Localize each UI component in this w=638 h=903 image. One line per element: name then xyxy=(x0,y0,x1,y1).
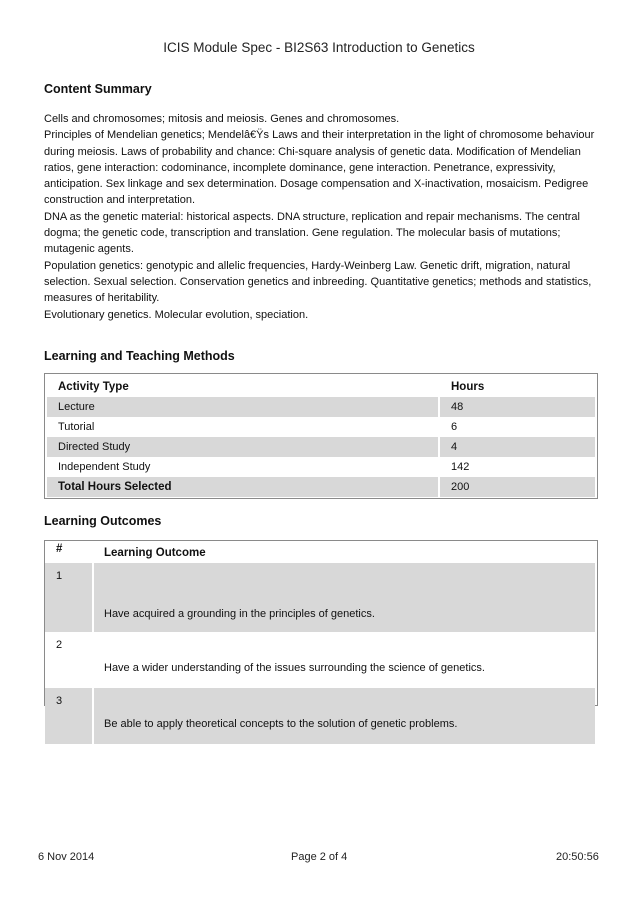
learning-outcomes-table xyxy=(44,540,598,730)
table-row xyxy=(47,437,595,457)
teaching-hours-table xyxy=(44,373,598,499)
learning-outcomes-heading: Learning Outcomes xyxy=(44,514,162,528)
column-header-outcome: Learning Outcome xyxy=(104,547,206,559)
outcome-number: 1 xyxy=(45,563,93,632)
footer-date: 6 Nov 2014 xyxy=(38,851,95,863)
total-row xyxy=(47,477,595,497)
column-header-hours: Hours xyxy=(451,381,485,393)
table-row xyxy=(45,563,595,632)
summary-paragraph: Population genetics: genotypic and allelic frequencies, Hardy-Weinberg Law. Genetic drift, migration, natural selection. Sexual selection. Conservation genetics and inbreeding. Quantitative genetics; methods and statistics, measures of heritability. xyxy=(44,259,592,305)
content-summary xyxy=(44,111,604,323)
table-row xyxy=(45,632,595,688)
footer-time: 20:50:56 xyxy=(556,851,599,863)
table-header-row xyxy=(47,377,595,397)
table-row xyxy=(47,457,595,477)
hours-cell: 48 xyxy=(439,397,595,417)
activity-cell: Lecture xyxy=(47,397,439,417)
hours-cell: 6 xyxy=(451,421,458,433)
table-row xyxy=(47,417,595,437)
column-header-activity: Activity Type xyxy=(47,377,439,397)
outcome-number: 2 xyxy=(45,632,93,688)
table-row xyxy=(47,397,595,417)
total-label: Total Hours Selected xyxy=(47,477,439,497)
content-summary-heading: Content Summary xyxy=(44,82,152,96)
outcome-text: Have a wider understanding of the issues surrounding the science of genetics. xyxy=(104,662,485,674)
teaching-methods-heading: Learning and Teaching Methods xyxy=(44,349,235,363)
table-row xyxy=(45,688,595,744)
hours-cell: 142 xyxy=(451,461,470,473)
outcome-number: 3 xyxy=(45,688,93,744)
footer-page-number: Page 2 of 4 xyxy=(291,851,348,863)
activity-cell: Tutorial xyxy=(47,417,439,437)
activity-cell: Directed Study xyxy=(47,437,439,457)
summary-paragraph: Evolutionary genetics. Molecular evolution, speciation. xyxy=(44,308,309,321)
outcome-text: Have acquired a grounding in the principles of genetics. xyxy=(93,563,595,632)
summary-paragraph: DNA as the genetic material: historical aspects. DNA structure, replication and repair mechanisms. The central dogma; the genetic code, transcription and translation. Gene regulation. The molecular basis of mutations; mutagenic agents. xyxy=(44,210,580,256)
summary-paragraph: anticipation. Sex linkage and sex determination. Dosage compensation and X-inactivation, mosaicism. Pedigree construction and interpretation. xyxy=(44,178,589,207)
table-header-row xyxy=(45,543,595,563)
outcome-text: Be able to apply theoretical concepts to the solution of genetic problems. xyxy=(93,688,595,744)
hours-cell: 4 xyxy=(439,437,595,457)
activity-cell: Independent Study xyxy=(47,457,439,477)
summary-paragraph: Cells and chromosomes; mitosis and meiosis. Genes and chromosomes. xyxy=(44,113,400,125)
page-title: ICIS Module Spec - BI2S63 Introduction to Genetics xyxy=(163,40,475,55)
total-hours: 200 xyxy=(439,477,595,497)
summary-paragraph: Principles of Mendelian genetics; Mendelâ€Ÿs Laws and their interpretation in the light of chromosome behaviour during meiosis. Laws of probability and chance: Chi-square analysis of genetic data. Modification of Mendelian ratios, gene interaction: codominance, incomplete dominance, gene interaction. Penetrance, expressivity, xyxy=(44,129,595,174)
column-header-number: # xyxy=(45,543,93,563)
